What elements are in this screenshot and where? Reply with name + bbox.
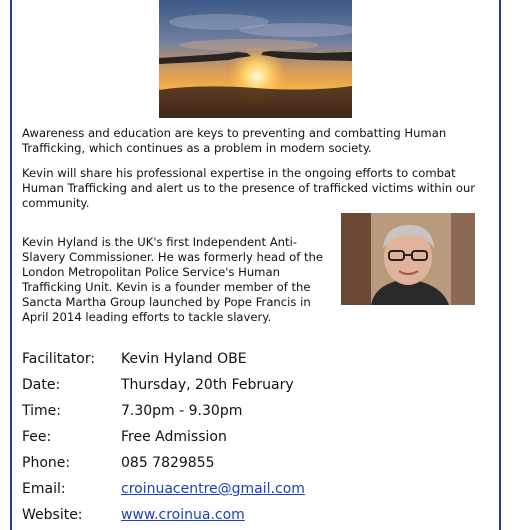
expertise-paragraph: Kevin will share his professional expertise in the ongoing efforts to combat Human Trafficking and alert us to the presence of trafficked victims within our community.	[22, 166, 476, 210]
date-value: Thursday, 20th February	[121, 377, 294, 393]
phone-label: Phone:	[22, 455, 71, 471]
speaker-photo	[341, 213, 475, 305]
speaker-portrait	[341, 213, 475, 305]
time-value: 7.30pm - 9.30pm	[121, 403, 243, 419]
speaker-bio-paragraph: Kevin Hyland is the UK's first Independent Anti-Slavery Commissioner. He was formerly head of the London Metropolitan Police Service's Human Trafficking Unit. Kevin is a founder member of the Sancta Martha Group launched by Pope Francis in April 2014 leading efforts to tackle slavery.	[22, 235, 324, 324]
hero-image	[159, 0, 352, 118]
website-link[interactable]: www.croinua.com	[121, 507, 245, 523]
facilitator-label: Facilitator:	[22, 351, 96, 367]
website-label: Website:	[22, 507, 83, 523]
email-link[interactable]: croinuacentre@gmail.com	[121, 481, 305, 497]
intro-paragraph: Awareness and education are keys to preventing and combatting Human Trafficking, which continues as a problem in modern society.	[22, 126, 447, 155]
email-label: Email:	[22, 481, 66, 497]
date-label: Date:	[22, 377, 61, 393]
time-label: Time:	[22, 403, 61, 419]
fee-value: Free Admission	[121, 429, 227, 445]
hands-sunset-illustration	[159, 0, 352, 118]
phone-value: 085 7829855	[121, 455, 215, 471]
facilitator-value: Kevin Hyland OBE	[121, 351, 247, 367]
fee-label: Fee:	[22, 429, 52, 445]
